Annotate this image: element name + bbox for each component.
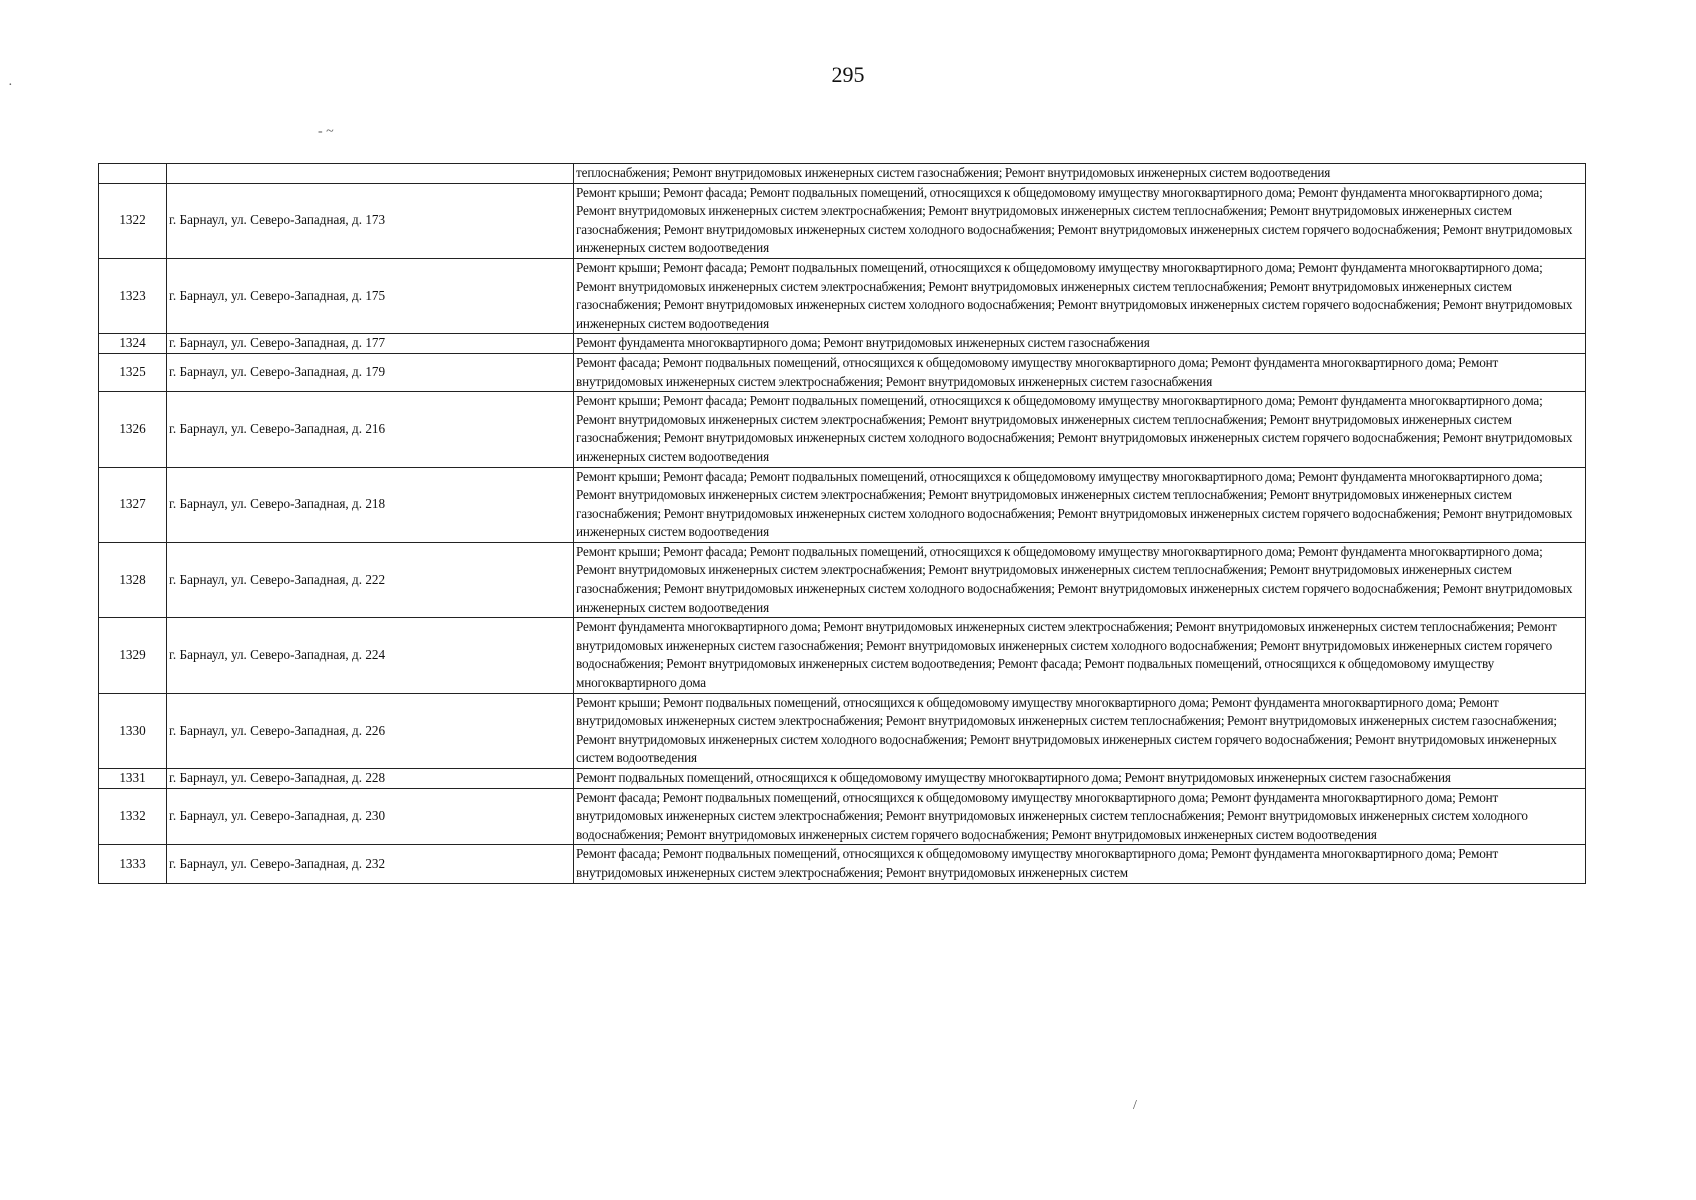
table-row bbox=[99, 467, 1586, 542]
work-types-cell: Ремонт крыши; Ремонт фасада; Ремонт подвальных помещений, относящихся к общедомовому имуществу многоквартирного дома; Ремонт фундамента многоквартирного дома; Ремонт внутридомовых инженерных систем электроснабжения; Ремонт внутридомовых инженерных систем теплоснабжения; Ремонт внутридомовых инженерных систем газоснабжения; Ремонт внутридомовых инженерных систем холодного водоснабжения; Ремонт внутридомовых инженерных систем горячего водоснабжения; Ремонт внутридомовых инженерных систем водоотведения bbox=[574, 183, 1586, 258]
work-types-cell: Ремонт крыши; Ремонт фасада; Ремонт подвальных помещений, относящихся к общедомовому имуществу многоквартирного дома; Ремонт фундамента многоквартирного дома; Ремонт внутридомовых инженерных систем электроснабжения; Ремонт внутридомовых инженерных систем теплоснабжения; Ремонт внутридомовых инженерных систем газоснабжения; Ремонт внутридомовых инженерных систем холодного водоснабжения; Ремонт внутридомовых инженерных систем горячего водоснабжения; Ремонт внутридомовых инженерных систем водоотведения bbox=[574, 258, 1586, 333]
table-row bbox=[99, 788, 1586, 845]
address-cell: г. Барнаул, ул. Северо-Западная, д. 179 bbox=[167, 353, 574, 391]
table-row bbox=[99, 693, 1586, 768]
address-cell: г. Барнаул, ул. Северо-Западная, д. 175 bbox=[167, 258, 574, 333]
work-types-cell: Ремонт фасада; Ремонт подвальных помещений, относящихся к общедомовому имуществу многоквартирного дома; Ремонт фундамента многоквартирного дома; Ремонт внутридомовых инженерных систем электроснабжения; Ремонт внутридомовых инженерных систем газоснабжения bbox=[574, 353, 1586, 391]
work-types-cell: Ремонт крыши; Ремонт фасада; Ремонт подвальных помещений, относящихся к общедомовому имуществу многоквартирного дома; Ремонт фундамента многоквартирного дома; Ремонт внутридомовых инженерных систем электроснабжения; Ремонт внутридомовых инженерных систем теплоснабжения; Ремонт внутридомовых инженерных систем газоснабжения; Ремонт внутридомовых инженерных систем холодного водоснабжения; Ремонт внутридомовых инженерных систем горячего водоснабжения; Ремонт внутридомовых инженерных систем водоотведения bbox=[574, 542, 1586, 617]
page-number: 295 bbox=[831, 62, 865, 87]
work-types-cell: Ремонт подвальных помещений, относящихся к общедомовому имуществу многоквартирного дома; Ремонт внутридомовых инженерных систем газоснабжения bbox=[574, 769, 1586, 789]
work-types-cell: теплоснабжения; Ремонт внутридомовых инженерных систем газоснабжения; Ремонт внутридомовых инженерных систем водоотведения bbox=[574, 164, 1586, 184]
row-number-cell: 1329 bbox=[99, 618, 167, 693]
table-row bbox=[99, 164, 1586, 184]
table-row bbox=[99, 334, 1586, 354]
work-types-cell: Ремонт крыши; Ремонт фасада; Ремонт подвальных помещений, относящихся к общедомовому имуществу многоквартирного дома; Ремонт фундамента многоквартирного дома; Ремонт внутридомовых инженерных систем электроснабжения; Ремонт внутридомовых инженерных систем теплоснабжения; Ремонт внутридомовых инженерных систем газоснабжения; Ремонт внутридомовых инженерных систем холодного водоснабжения; Ремонт внутридомовых инженерных систем горячего водоснабжения; Ремонт внутридомовых инженерных систем водоотведения bbox=[574, 392, 1586, 467]
scan-speck: - ~ bbox=[318, 124, 334, 139]
row-number-cell: 1325 bbox=[99, 353, 167, 391]
work-types-cell: Ремонт крыши; Ремонт подвальных помещений, относящихся к общедомовому имуществу многоквартирного дома; Ремонт фундамента многоквартирного дома; Ремонт внутридомовых инженерных систем электроснабжения; Ремонт внутридомовых инженерных систем теплоснабжения; Ремонт внутридомовых инженерных систем газоснабжения; Ремонт внутридомовых инженерных систем холодного водоснабжения; Ремонт внутридомовых инженерных систем горячего водоснабжения; Ремонт внутридомовых инженерных систем водоотведения bbox=[574, 693, 1586, 768]
row-number-cell: 1323 bbox=[99, 258, 167, 333]
table-row bbox=[99, 769, 1586, 789]
row-number-cell: 1324 bbox=[99, 334, 167, 354]
address-cell: г. Барнаул, ул. Северо-Западная, д. 173 bbox=[167, 183, 574, 258]
row-number-cell: 1328 bbox=[99, 542, 167, 617]
scan-speck: / bbox=[1133, 1098, 1137, 1113]
address-cell bbox=[167, 164, 574, 184]
table-row bbox=[99, 183, 1586, 258]
address-cell: г. Барнаул, ул. Северо-Западная, д. 224 bbox=[167, 618, 574, 693]
address-cell: г. Барнаул, ул. Северо-Западная, д. 228 bbox=[167, 769, 574, 789]
table-row bbox=[99, 353, 1586, 391]
table-body bbox=[99, 164, 1586, 884]
work-types-cell: Ремонт крыши; Ремонт фасада; Ремонт подвальных помещений, относящихся к общедомовому имуществу многоквартирного дома; Ремонт фундамента многоквартирного дома; Ремонт внутридомовых инженерных систем электроснабжения; Ремонт внутридомовых инженерных систем теплоснабжения; Ремонт внутридомовых инженерных систем газоснабжения; Ремонт внутридомовых инженерных систем холодного водоснабжения; Ремонт внутридомовых инженерных систем горячего водоснабжения; Ремонт внутридомовых инженерных систем водоотведения bbox=[574, 467, 1586, 542]
address-cell: г. Барнаул, ул. Северо-Западная, д. 232 bbox=[167, 845, 574, 883]
row-number-cell: 1331 bbox=[99, 769, 167, 789]
scan-speck: · bbox=[8, 78, 13, 93]
address-cell: г. Барнаул, ул. Северо-Западная, д. 218 bbox=[167, 467, 574, 542]
work-types-cell: Ремонт фасада; Ремонт подвальных помещений, относящихся к общедомовому имуществу многоквартирного дома; Ремонт фундамента многоквартирного дома; Ремонт внутридомовых инженерных систем электроснабжения; Ремонт внутридомовых инженерных систем bbox=[574, 845, 1586, 883]
address-cell: г. Барнаул, ул. Северо-Западная, д. 216 bbox=[167, 392, 574, 467]
row-number-cell: 1322 bbox=[99, 183, 167, 258]
row-number-cell: 1332 bbox=[99, 788, 167, 845]
row-number-cell bbox=[99, 164, 167, 184]
table-row bbox=[99, 258, 1586, 333]
row-number-cell: 1330 bbox=[99, 693, 167, 768]
row-number-cell: 1333 bbox=[99, 845, 167, 883]
address-cell: г. Барнаул, ул. Северо-Западная, д. 226 bbox=[167, 693, 574, 768]
work-types-cell: Ремонт фундамента многоквартирного дома; Ремонт внутридомовых инженерных систем электроснабжения; Ремонт внутридомовых инженерных систем теплоснабжения; Ремонт внутридомовых инженерных систем газоснабжения; Ремонт внутридомовых инженерных систем холодного водоснабжения; Ремонт внутридомовых инженерных систем горячего водоснабжения; Ремонт внутридомовых инженерных систем водоотведения; Ремонт фасада; Ремонт подвальных помещений, относящихся к общедомовому имуществу многоквартирного дома bbox=[574, 618, 1586, 693]
work-types-cell: Ремонт фасада; Ремонт подвальных помещений, относящихся к общедомовому имуществу многоквартирного дома; Ремонт фундамента многоквартирного дома; Ремонт внутридомовых инженерных систем электроснабжения; Ремонт внутридомовых инженерных систем теплоснабжения; Ремонт внутридомовых инженерных систем холодного водоснабжения; Ремонт внутридомовых инженерных систем горячего водоснабжения; Ремонт внутридомовых инженерных систем водоотведения bbox=[574, 788, 1586, 845]
row-number-cell: 1326 bbox=[99, 392, 167, 467]
table-row bbox=[99, 392, 1586, 467]
table-row bbox=[99, 542, 1586, 617]
repair-works-table bbox=[98, 163, 1586, 884]
table-row bbox=[99, 618, 1586, 693]
row-number-cell: 1327 bbox=[99, 467, 167, 542]
work-types-cell: Ремонт фундамента многоквартирного дома; Ремонт внутридомовых инженерных систем газоснабжения bbox=[574, 334, 1586, 354]
address-cell: г. Барнаул, ул. Северо-Западная, д. 230 bbox=[167, 788, 574, 845]
address-cell: г. Барнаул, ул. Северо-Западная, д. 222 bbox=[167, 542, 574, 617]
table-row bbox=[99, 845, 1586, 883]
address-cell: г. Барнаул, ул. Северо-Западная, д. 177 bbox=[167, 334, 574, 354]
